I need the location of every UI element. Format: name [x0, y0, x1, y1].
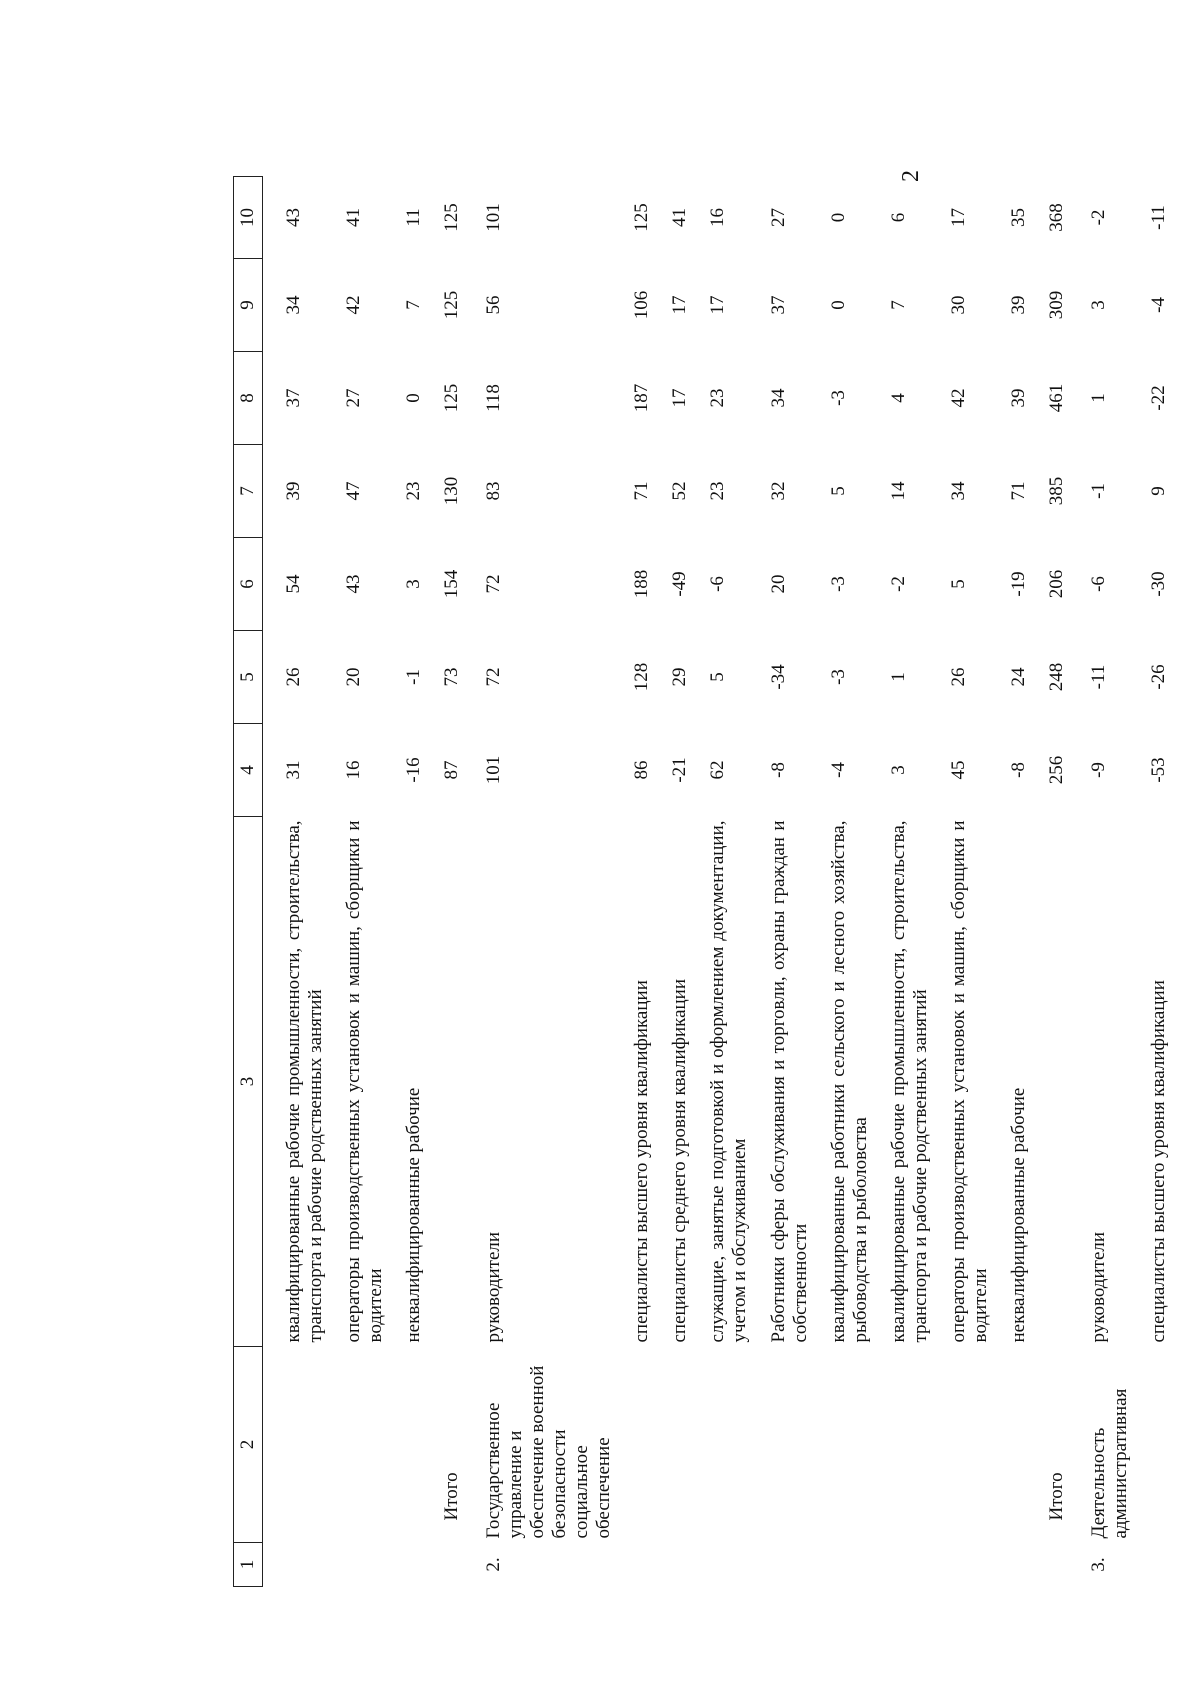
value-cell: 16 — [343, 760, 365, 780]
value-cell: -53 — [1147, 757, 1169, 783]
value-cell: -16 — [403, 757, 425, 783]
value-cell: 5 — [707, 672, 729, 682]
value-cell: -21 — [669, 757, 691, 783]
value-cell: 3 — [403, 579, 425, 589]
value-cell: -6 — [1087, 576, 1109, 592]
employment-forecast-table — [233, 176, 1186, 1587]
value-cell: 72 — [483, 667, 505, 687]
table-row — [948, 177, 1008, 1587]
section-number-cell — [948, 1543, 1008, 1587]
total-value-cell: 73 — [441, 667, 463, 687]
section-number-cell — [1046, 1543, 1088, 1587]
total-value-cell: 368 — [1045, 203, 1067, 232]
value-cell: -1 — [1087, 483, 1109, 499]
total-row — [1046, 177, 1088, 1587]
value-cell: 1 — [1087, 393, 1109, 403]
value-cell: -4 — [1147, 297, 1169, 313]
total-value-cell: 125 — [441, 383, 463, 413]
total-value-cell: 309 — [1045, 290, 1067, 320]
value-cell: 5 — [827, 486, 849, 496]
occupation-cell — [441, 817, 483, 1347]
value-cell: -8 — [1007, 762, 1029, 778]
total-value-cell: 461 — [1045, 383, 1067, 413]
table-row — [707, 177, 767, 1587]
value-cell: 23 — [403, 481, 425, 501]
value-cell: 17 — [669, 295, 691, 315]
table-row — [263, 177, 344, 1587]
value-cell: -22 — [1147, 385, 1169, 411]
total-value-cell: 130 — [441, 476, 463, 506]
occupation-cell: Работники сферы обслуживания и торговли, охраны граждан и собственности — [767, 820, 811, 1343]
section-number-cell — [768, 1543, 828, 1587]
value-cell: -30 — [1147, 571, 1169, 597]
value-cell: -6 — [707, 576, 729, 592]
value-cell: 35 — [1007, 208, 1029, 227]
value-cell: 11 — [403, 208, 425, 227]
total-value-cell: 87 — [441, 760, 463, 780]
value-cell: 30 — [947, 295, 969, 315]
value-cell: 128 — [631, 662, 653, 692]
sector-cell — [828, 1347, 888, 1543]
sector-cell: Государственное управление и обеспечение военной безопасности социальное обеспечение — [483, 1365, 615, 1539]
occupation-cell: руководители — [483, 1231, 505, 1343]
value-cell: -1 — [403, 669, 425, 685]
sector-cell — [669, 1347, 707, 1543]
column-header: 8 — [234, 352, 263, 445]
occupation-cell: служащие, занятые подготовкой и оформлением документации, учетом и обслуживанием — [707, 820, 751, 1343]
sector-cell — [768, 1347, 828, 1543]
sector-cell — [1008, 1347, 1046, 1543]
value-cell: 17 — [947, 208, 969, 227]
value-cell: 23 — [707, 388, 729, 408]
value-cell: 3 — [887, 765, 909, 775]
column-header: 3 — [234, 817, 263, 1347]
value-cell: 42 — [947, 388, 969, 408]
value-cell: -26 — [1147, 664, 1169, 690]
occupation-cell: квалифицированные рабочие промышленности, строительства, транспорта и рабочие родственных занятий — [283, 820, 327, 1343]
value-cell: 5 — [947, 579, 969, 589]
occupation-cell: квалифицированные рабочие промышленности, строительства, транспорта и рабочие родственных занятий — [887, 820, 931, 1343]
section-number-cell: 2. — [483, 1557, 505, 1572]
value-cell: 7 — [887, 300, 909, 310]
occupation-cell — [1046, 817, 1088, 1347]
value-cell: -3 — [827, 390, 849, 406]
value-cell: -49 — [669, 571, 691, 597]
value-cell: -3 — [827, 669, 849, 685]
section-number-cell — [669, 1543, 707, 1587]
sector-cell — [707, 1347, 767, 1543]
sector-cell: Деятельность административная — [1087, 1388, 1131, 1539]
value-cell: 34 — [947, 481, 969, 501]
value-cell: 27 — [343, 388, 365, 408]
total-value-cell: 125 — [441, 203, 463, 232]
occupation-cell: специалисты среднего уровня квалификации — [669, 978, 691, 1343]
value-cell: 39 — [1007, 388, 1029, 408]
section-number-cell: 3. — [1087, 1557, 1109, 1572]
value-cell: 37 — [767, 295, 789, 315]
value-cell: 71 — [631, 481, 653, 501]
value-cell: 39 — [1007, 295, 1029, 315]
total-value-cell: 154 — [441, 569, 463, 599]
value-cell: 52 — [669, 481, 691, 501]
column-header: 2 — [234, 1347, 263, 1543]
value-cell: 101 — [483, 755, 505, 785]
value-cell: 16 — [707, 208, 729, 227]
value-cell: 20 — [767, 574, 789, 594]
value-cell: -4 — [827, 762, 849, 778]
value-cell: 3 — [1087, 300, 1109, 310]
value-cell: 187 — [631, 383, 653, 413]
value-cell: 86 — [631, 760, 653, 780]
table-row — [483, 177, 631, 1587]
total-value-cell: 125 — [441, 290, 463, 320]
column-header: 5 — [234, 631, 263, 724]
value-cell: -8 — [767, 762, 789, 778]
value-cell: 71 — [1007, 481, 1029, 501]
section-number-cell — [828, 1543, 888, 1587]
value-cell: 0 — [827, 212, 849, 223]
occupation-cell: квалифицированные работники сельского и лесного хозяйства, рыбоводства и рыболовства — [827, 820, 871, 1343]
value-cell: -9 — [1087, 762, 1109, 778]
value-cell: 14 — [887, 481, 909, 501]
occupation-cell: неквалифицированные рабочие — [403, 1087, 425, 1343]
value-cell: 27 — [767, 208, 789, 227]
value-cell: 56 — [483, 295, 505, 315]
value-cell: 9 — [1147, 486, 1169, 496]
rotated-table-sheet — [233, 177, 1169, 1587]
value-cell: 31 — [283, 760, 304, 780]
column-header: 4 — [234, 724, 263, 817]
value-cell: 29 — [669, 667, 691, 687]
value-cell: 17 — [669, 388, 691, 408]
value-cell: -11 — [1147, 205, 1169, 230]
value-cell: 45 — [947, 760, 969, 780]
value-cell: 72 — [483, 574, 505, 594]
page-number: 2 — [898, 170, 924, 182]
value-cell: 26 — [283, 667, 304, 687]
value-cell: 6 — [887, 212, 909, 223]
value-cell: -2 — [887, 576, 909, 592]
value-cell: 106 — [631, 290, 653, 320]
sector-cell — [343, 1347, 403, 1543]
value-cell: 32 — [767, 481, 789, 501]
table-row — [1008, 177, 1046, 1587]
sector-cell — [263, 1347, 344, 1543]
total-value-cell: 385 — [1045, 476, 1067, 506]
total-row — [441, 177, 483, 1587]
value-cell: 83 — [483, 481, 505, 501]
value-cell: -34 — [767, 664, 789, 690]
section-number-cell — [263, 1543, 344, 1587]
table-row — [343, 177, 403, 1587]
value-cell: -11 — [1087, 664, 1109, 690]
value-cell: 47 — [343, 481, 365, 501]
table-row — [669, 177, 707, 1587]
sector-cell — [631, 1347, 669, 1543]
sector-cell — [1148, 1347, 1186, 1543]
value-cell: 37 — [283, 388, 304, 408]
section-number-cell — [1008, 1543, 1046, 1587]
table-row — [1088, 177, 1148, 1587]
sector-cell — [948, 1347, 1008, 1543]
section-number-cell — [403, 1543, 441, 1587]
table-row — [403, 177, 441, 1587]
section-number-cell — [441, 1543, 483, 1587]
column-header: 9 — [234, 259, 263, 352]
section-number-cell — [1148, 1543, 1186, 1587]
table-row — [888, 177, 948, 1587]
value-cell: 62 — [707, 760, 729, 780]
occupation-cell: руководители — [1087, 1231, 1109, 1343]
column-header: 6 — [234, 538, 263, 631]
occupation-cell: неквалифицированные рабочие — [1007, 1087, 1029, 1343]
value-cell: 41 — [669, 208, 691, 227]
value-cell: 42 — [343, 295, 365, 315]
occupation-cell: операторы производственных установок и машин, сборщики и водители — [343, 820, 387, 1343]
section-number-cell — [343, 1543, 403, 1587]
value-cell: 23 — [707, 481, 729, 501]
section-number-cell — [707, 1543, 767, 1587]
total-value-cell: 206 — [1045, 569, 1067, 599]
value-cell: 0 — [827, 300, 849, 310]
value-cell: 34 — [767, 388, 789, 408]
value-cell: 4 — [887, 393, 909, 403]
total-value-cell: 256 — [1045, 755, 1067, 785]
table-row — [631, 177, 669, 1587]
total-label: Итого — [441, 1472, 463, 1521]
sector-cell — [888, 1347, 948, 1543]
value-cell: 7 — [403, 300, 425, 310]
column-numbers-row — [234, 177, 263, 1587]
value-cell: 125 — [631, 203, 653, 232]
value-cell: 39 — [283, 481, 304, 501]
value-cell: -2 — [1087, 209, 1109, 226]
value-cell: 17 — [707, 295, 729, 315]
value-cell: 54 — [283, 574, 304, 594]
value-cell: 118 — [483, 384, 505, 412]
total-value-cell: 248 — [1045, 662, 1067, 692]
value-cell: 34 — [283, 295, 304, 315]
value-cell: 43 — [283, 208, 304, 227]
section-number-cell — [631, 1543, 669, 1587]
table-row — [768, 177, 828, 1587]
value-cell: -19 — [1007, 571, 1029, 597]
sector-cell — [403, 1347, 441, 1543]
column-header: 7 — [234, 445, 263, 538]
value-cell: 101 — [483, 203, 505, 232]
value-cell: 0 — [403, 393, 425, 403]
value-cell: 41 — [343, 208, 365, 227]
value-cell: -3 — [827, 576, 849, 592]
occupation-cell: специалисты высшего уровня квалификации — [1147, 980, 1169, 1343]
value-cell: 24 — [1007, 667, 1029, 687]
total-label: Итого — [1045, 1472, 1067, 1521]
table-row — [1148, 177, 1186, 1587]
value-cell: 26 — [947, 667, 969, 687]
column-header: 10 — [234, 177, 263, 259]
value-cell: 1 — [887, 672, 909, 682]
occupation-cell: специалисты высшего уровня квалификации — [631, 980, 653, 1343]
value-cell: 188 — [631, 569, 653, 599]
value-cell: 20 — [343, 667, 365, 687]
occupation-cell: операторы производственных установок и машин, сборщики и водители — [947, 820, 991, 1343]
section-number-cell — [888, 1543, 948, 1587]
table-row — [828, 177, 888, 1587]
value-cell: 43 — [343, 574, 365, 594]
column-header: 1 — [234, 1543, 263, 1587]
